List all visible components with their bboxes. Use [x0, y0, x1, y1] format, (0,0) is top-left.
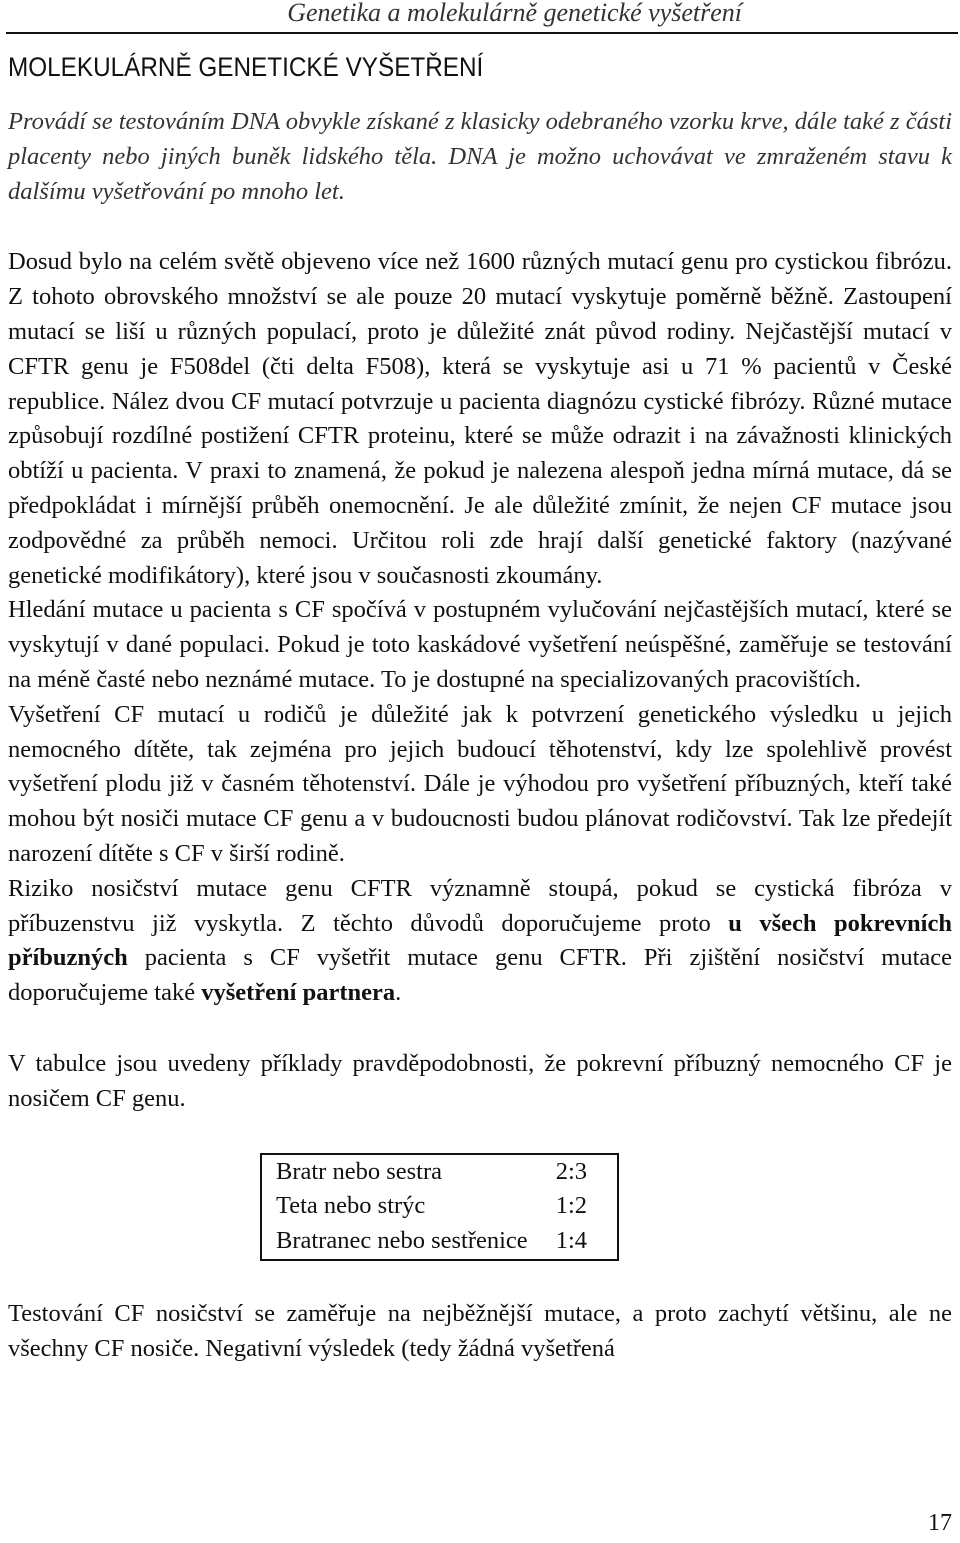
paragraph-mutation-search: Hledání mutace u pacienta s CF spočívá v postupném vylučování nejčastějších mutací, které se vyskytují v dané populaci. Pokud je toto kaskádové vyšetření neúspěšné, zaměřuje se testování na méně časté nebo neznámé mutace. To je dostupné na specializovaných pracovištích. [8, 596, 952, 693]
page-number: 17 [928, 1510, 952, 1536]
carrier-risk-text-2: pacienta s CF vyšetřit mutace genu CFTR. Při zjištění nosičství mutace doporučujeme také [8, 944, 952, 1007]
table-row [261, 1154, 618, 1190]
paragraph-testing-limits: Testování CF nosičství se zaměřuje na nejběžnější mutace, a proto zachytí většinu, ale ne všechny CF nosiče. Negativní výsledek (tedy žádná vyšetřená [8, 1299, 952, 1362]
table-row [261, 1224, 618, 1260]
intro-paragraph: Provádí se testováním DNA obvykle získané z klasicky odebraného vzorku krve, dále také z části placenty nebo jiných buněk lidského těla. DNA je možno uchovávat ve zmraženém stavu k dalšímu vyšetřování po mnoho let. [8, 108, 952, 205]
page-content [8, 105, 952, 1367]
carrier-risk-bold-relatives: u všech pokrevních příbuzných [8, 909, 952, 972]
paragraph-carrier-risk [8, 872, 952, 1011]
table-cell-relation: Teta nebo strýc [276, 1192, 426, 1220]
paragraph-parent-testing: Vyšetření CF mutací u rodičů je důležité jak k potvrzení genetického výsledku u jejich nemocného dítěte, tak zejména pro jejich budoucí těhotenství, kdy lze spolehlivě provést vyšetření plodu již v časném těhotenství. Dále je výhodou pro vyšetření příbuzných, kteří také mohou být nosiči mutace CF genu a v budoucnosti budou plánovat rodičovství. Tak lze předejít narození dítěte s CF v širší rodině. [8, 700, 952, 867]
table-row [261, 1189, 618, 1224]
paragraph-table-intro: V tabulce jsou uvedeny příklady pravděpodobnosti, že pokrevní příbuzný nemocného CF je nosičem CF genu. [8, 1049, 952, 1112]
carrier-risk-text-1: Riziko nosičství mutace genu CFTR významně stoupá, pokud se cystická fibróza v příbuzenstvu již vyskytla. Z těchto důvodů doporučujeme proto [8, 874, 952, 937]
probability-table-wrapper [260, 1153, 952, 1261]
table-cell-relation: Bratr nebo sestra [276, 1157, 442, 1185]
header-rule [6, 32, 958, 34]
carrier-risk-text-3: . [395, 979, 402, 1007]
paragraph-mutations: Dosud bylo na celém světě objeveno více než 1600 různých mutací genu pro cystickou fibrózu. Z tohoto obrovského množství se ale pouze 20 mutací vyskytuje poměrně běžně. Zastoupení mutací se liší u různých populací, proto je důležité znát původ rodiny. Nejčastější mutací v CFTR genu je F508del (čti delta F508), která se vyskytuje asi u 71 % pacientů v České republice. Nález dvou CF mutací potvrzuje u pacienta diagnózu cystické fibrózy. Různé mutace způsobují rozdílné postižení CFTR proteinu, které se může odrazit i na závažnosti klinických obtíží u pacienta. V praxi to znamená, že pokud je nalezena alespoň jedna mírná mutace, dá se předpokládat i mírnější průběh onemocnění. Je ale důležité zmínit, že nejen CF mutace jsou zodpovědné za průběh nemoci. Určitou roli zde hrají další genetické faktory (nazývané genetické modifikátory), které jsou v současnosti zkoumány. [8, 248, 952, 589]
table-cell-ratio: 1:4 [555, 1227, 587, 1255]
running-header: Genetika a molekulárně genetické vyšetření [287, 0, 742, 27]
table-cell-ratio: 1:2 [555, 1192, 587, 1220]
section-heading: MOLEKULÁRNĚ GENETICKÉ VYŠETŘENÍ [8, 52, 484, 82]
probability-table [260, 1153, 619, 1261]
table-cell-relation: Bratranec nebo sestřenice [276, 1227, 528, 1255]
table-cell-ratio: 2:3 [555, 1157, 587, 1185]
carrier-risk-bold-partner: vyšetření partnera [201, 979, 396, 1007]
